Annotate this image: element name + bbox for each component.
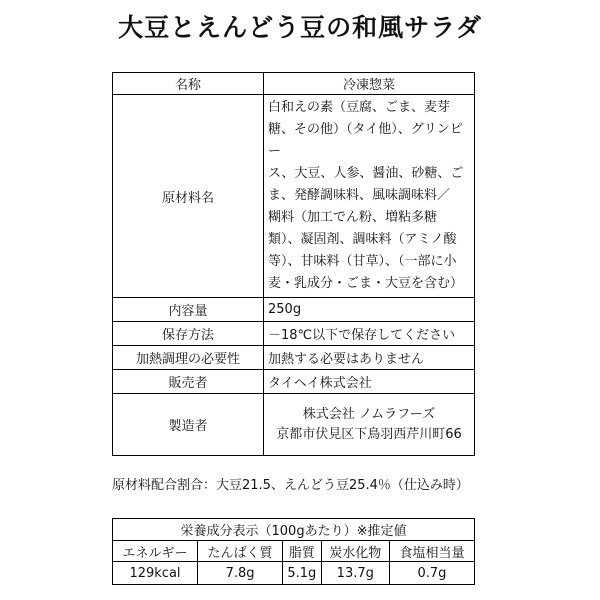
name-value: 冷凍惣菜 bbox=[264, 73, 475, 95]
ingredients-label: 原材料名 bbox=[113, 95, 264, 298]
nutrition-table bbox=[112, 518, 475, 585]
storage-label: 保存方法 bbox=[113, 322, 264, 346]
nutrition-values-row bbox=[113, 562, 475, 585]
nutrition-header-row bbox=[113, 519, 475, 541]
ingredients-line: ま、発酵調味料、風味調味料／ bbox=[268, 188, 451, 203]
heating-label: 加熱調理の必要性 bbox=[113, 346, 264, 370]
row-storage bbox=[113, 322, 475, 346]
maker-value bbox=[264, 394, 475, 456]
ingredients-line: ス、大豆、人参、醤油、砂糖、ご bbox=[268, 166, 464, 181]
nutrition-value: 129kcal bbox=[113, 562, 198, 585]
nutrition-value: 0.7g bbox=[389, 562, 474, 585]
nutrition-column-header: 炭水化物 bbox=[321, 541, 389, 562]
row-seller bbox=[113, 370, 475, 394]
page-title: 大豆とえんどう豆の和風サラダ bbox=[118, 13, 482, 42]
ingredients-line: 糊料（加工でん粉、増粘多糖 bbox=[268, 210, 438, 225]
nutrition-column-header: エネルギー bbox=[113, 541, 198, 562]
nutrition-header: 栄養成分表示（100gあたり）※推定値 bbox=[113, 519, 475, 541]
row-heating bbox=[113, 346, 475, 370]
ingredients-value bbox=[264, 95, 475, 298]
name-label: 名称 bbox=[113, 73, 264, 95]
maker-label: 製造者 bbox=[113, 394, 264, 456]
volume-label: 内容量 bbox=[113, 298, 264, 322]
ingredients-line: 白和えの素（豆腐、ごま、麦芽 bbox=[268, 100, 451, 115]
storage-value: －18℃以下で保存してください bbox=[264, 322, 475, 346]
product-info-table bbox=[112, 72, 475, 456]
nutrition-column-header: たんぱく質 bbox=[198, 541, 283, 562]
ingredient-ratio-note: 原材料配合割合：大豆21.5、えんどう豆25.4％（仕込み時） bbox=[112, 478, 469, 493]
heating-value: 加熱する必要はありません bbox=[264, 346, 475, 370]
nutrition-columns-row bbox=[113, 541, 475, 562]
ingredients-line: 等）、甘味料（甘草）、（一部に小 bbox=[268, 254, 457, 269]
nutrition-column-header: 食塩相当量 bbox=[389, 541, 474, 562]
maker-address: 京都市伏見区下鳥羽西芹川町66 bbox=[276, 426, 462, 442]
ingredients-line: 糖、その他）（タイ他）、グリンピー bbox=[268, 122, 463, 159]
nutrition-value: 7.8g bbox=[198, 562, 283, 585]
maker-name: 株式会社 ノムラフーズ bbox=[302, 406, 436, 422]
ingredients-line: 麦・乳成分・ごま・大豆を含む） bbox=[268, 276, 464, 291]
nutrition-value: 5.1g bbox=[283, 562, 322, 585]
seller-label: 販売者 bbox=[113, 370, 264, 394]
seller-value: タイヘイ株式会社 bbox=[264, 370, 475, 394]
volume-value: 250g bbox=[264, 298, 475, 322]
row-maker bbox=[113, 394, 475, 456]
nutrition-column-header: 脂質 bbox=[283, 541, 322, 562]
row-name bbox=[113, 73, 475, 95]
nutrition-value: 13.7g bbox=[321, 562, 389, 585]
row-volume bbox=[113, 298, 475, 322]
row-ingredients bbox=[113, 95, 475, 298]
ingredients-line: 類）、凝固剤、調味料（アミノ酸 bbox=[268, 232, 457, 247]
